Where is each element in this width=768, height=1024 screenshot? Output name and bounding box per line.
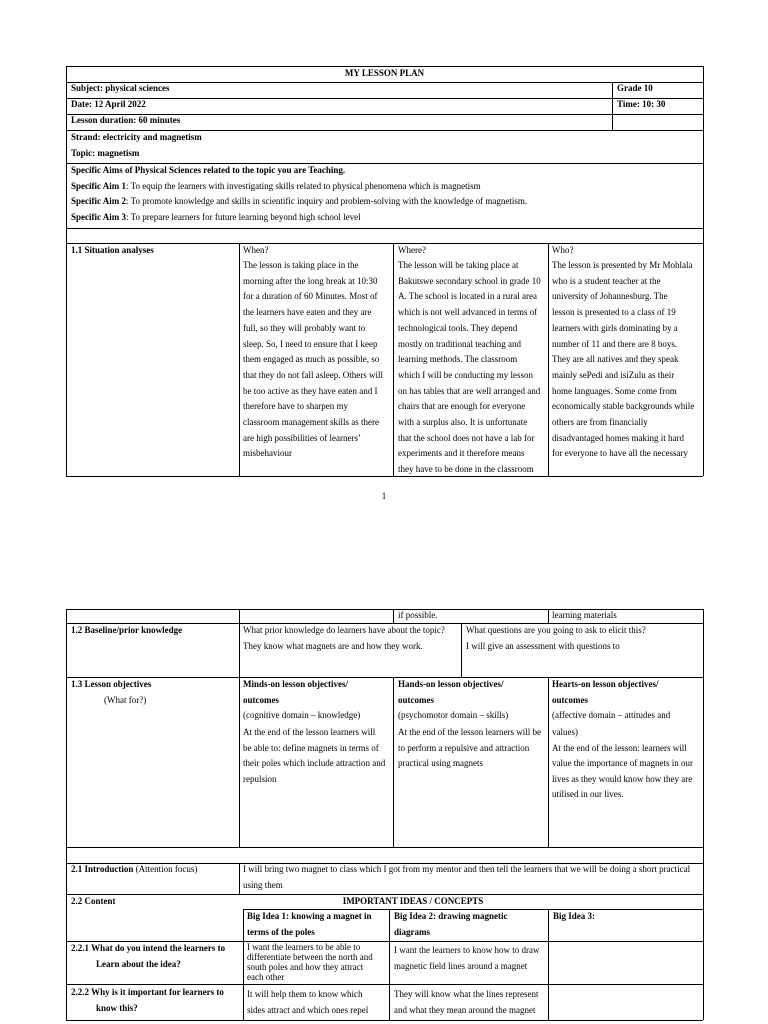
big-idea-3: Big Idea 3: xyxy=(553,911,596,921)
text-line: that the school does not have a lab for xyxy=(398,432,535,443)
text-line: It will help them to know which xyxy=(247,989,363,999)
question-2-2-2-line-1: 2.2.2 Why is it important for learners to xyxy=(71,987,224,997)
text-line: repulsion xyxy=(243,773,277,784)
where-text xyxy=(398,258,546,478)
big-idea-2-line-2: diagrams xyxy=(394,927,430,937)
hands-on-text xyxy=(398,725,546,772)
text-line: A. The school is located in a rural area xyxy=(398,291,538,302)
where-heading: Where? xyxy=(398,245,426,255)
important-ideas-heading: IMPORTANT IDEAS / CONCEPTS xyxy=(342,896,484,906)
text-line: Bakutswe secondary school in grade 10 xyxy=(398,275,541,286)
minds-on-domain: (cognitive domain – knowledge) xyxy=(243,710,361,720)
text-line: classroom management skills as there xyxy=(243,417,379,428)
text-line: disadvantaged homes making it hard xyxy=(552,432,684,443)
hearts-on-domain: (affective domain – attitudes and xyxy=(552,710,671,720)
text-line: full, so they will probably want to xyxy=(243,322,366,333)
page-two xyxy=(0,600,768,1024)
hearts-on-text xyxy=(552,725,702,803)
text-line: I want the learners to know how to draw xyxy=(394,945,540,955)
text-line: morning after the long break at 10:30 xyxy=(243,275,378,286)
text-line: on has tables that are well arranged and xyxy=(398,385,541,396)
text-line: be too active as they have eaten and I xyxy=(243,385,378,396)
text-line: lives as they would know how they are xyxy=(552,773,693,784)
text-line: for everyone to have all the necessary xyxy=(552,448,688,459)
text-line: home languages. Some come from xyxy=(552,385,677,396)
text-line: utilised in our lives. xyxy=(552,789,624,800)
who-text xyxy=(552,258,702,462)
big-idea-2-line-1: Big Idea 2: drawing magnetic xyxy=(394,911,508,921)
text-line: are high possibilities of learners’ xyxy=(243,432,361,443)
answer-2-2-2-idea-1 xyxy=(247,986,387,1018)
minds-on-text xyxy=(243,725,391,787)
minds-on-heading-1: Minds-on lesson objectives/ xyxy=(243,679,349,689)
text-line: university of Johannesburg. The xyxy=(552,291,668,302)
text-line: their poles which include attraction and xyxy=(243,758,386,769)
text-line: At the end of the lesson: learners will xyxy=(552,742,687,753)
hearts-on-heading-2: outcomes xyxy=(552,695,588,705)
text-line: for a duration of 60 Minutes. Most of xyxy=(243,291,378,302)
text-line: that they do not fall asleep. Others will xyxy=(243,369,383,380)
time-field: Time: 10: 30 xyxy=(617,99,666,109)
text-line: economically stable backgrounds while xyxy=(552,401,695,412)
text-line: learners with girls dominating by a xyxy=(552,322,678,333)
text-line: south poles and how they attract xyxy=(247,962,364,972)
text-line: mainly sePedi and isiZulu as their xyxy=(552,369,675,380)
baseline-question-1: What prior knowledge do learners have about the topic? xyxy=(243,625,445,635)
text-line: The lesson will be taking place at xyxy=(398,260,519,270)
text-line: technological tools. They depend xyxy=(398,322,518,333)
text-line: them engaged as much as possible, so xyxy=(243,354,380,365)
text-line: number of 11 and there are 8 boys. xyxy=(552,338,678,349)
text-line: lesson is presented to a class of 19 xyxy=(552,307,676,318)
text-line: value the importance of magnets in our xyxy=(552,758,693,769)
text-line: which I will be conducting my lesson xyxy=(398,369,533,380)
objectives-sublabel: (What for?) xyxy=(104,695,147,705)
lesson-plan-title: MY LESSON PLAN xyxy=(344,68,425,78)
specific-aim-1: Specific Aim 1: To equip the learners with investigating skills related to physical phenomena which is magnetism xyxy=(71,181,481,191)
text-line: and what they mean around the magnet xyxy=(394,1005,536,1015)
page-one xyxy=(0,0,768,510)
grade-field: Grade 10 xyxy=(617,83,653,93)
text-line: misbehaviour xyxy=(243,448,292,459)
introduction-text-1: I will bring two magnet to class which I got from my mentor and then tell the learners that we will be doing a short practical xyxy=(243,864,691,874)
baseline-answer-1: They know what magnets are and how they work. xyxy=(243,641,423,651)
when-heading: When? xyxy=(243,245,269,255)
answer-2-2-2-idea-2 xyxy=(394,986,546,1018)
date-field: Date: 12 April 2022 xyxy=(71,99,146,109)
content-label: 2.2 Content xyxy=(71,896,116,906)
aims-heading: Specific Aims of Physical Sciences related to the topic you are Teaching. xyxy=(71,165,346,175)
text-line: At the end of the lesson learners will be xyxy=(398,727,541,737)
text-line: each other xyxy=(247,972,285,982)
hearts-on-heading-1: Hearts-on lesson objectives/ xyxy=(552,679,659,689)
subject-field: Subject: physical sciences xyxy=(71,83,170,93)
specific-aim-2: Specific Aim 2: To promote knowledge and skills in scientific inquiry and problem-solving with the knowledge of magnetism. xyxy=(71,196,528,206)
text-line: experiments and it therefore means xyxy=(398,448,525,459)
minds-on-heading-2: outcomes xyxy=(243,695,279,705)
text-line: At the end of the lesson learners will xyxy=(243,727,376,737)
strand-field: Strand: electricity and magnetism xyxy=(71,132,202,142)
where-continuation: if possible. xyxy=(398,610,438,620)
baseline-answer-2: I will give an assessment with questions to xyxy=(466,641,620,651)
question-2-2-2-line-2: know this? xyxy=(96,1003,138,1013)
text-line: They will know what the lines represent xyxy=(394,989,539,999)
duration-field: Lesson duration: 60 minutes xyxy=(71,115,181,125)
specific-aim-3: Specific Aim 3: To prepare learners for future learning beyond high school level xyxy=(71,212,361,222)
question-2-2-1-line-2: Learn about the idea? xyxy=(96,959,181,969)
baseline-label: 1.2 Baseline/prior knowledge xyxy=(71,625,183,635)
text-line: differentiate between the north and xyxy=(247,952,373,962)
text-line: they have to be done in the classroom xyxy=(398,464,534,475)
text-line: be able to: define magnets in terms of xyxy=(243,742,379,753)
objectives-label: 1.3 Lesson objectives xyxy=(71,679,152,689)
text-line: chairs that are enough for everyone xyxy=(398,401,526,412)
text-line: with a surplus also. It is unfortunate xyxy=(398,417,528,428)
hands-on-heading-1: Hands-on lesson objectives/ xyxy=(398,679,504,689)
text-line: mostly on traditional teaching and xyxy=(398,338,521,349)
text-line: therefore have to sharpen my xyxy=(243,401,348,412)
hands-on-heading-2: outcomes xyxy=(398,695,434,705)
who-heading: Who? xyxy=(552,245,574,255)
text-line: I want the learners to be able to xyxy=(247,942,361,952)
answer-2-2-1-idea-1 xyxy=(247,942,387,982)
introduction-text-2: using them xyxy=(243,880,283,890)
text-line: others are from financially xyxy=(552,417,648,428)
text-line: to perform a repulsive and attraction xyxy=(398,742,530,753)
text-line: which is not well advanced in terms of xyxy=(398,307,538,318)
text-line: sides attract and which ones repel xyxy=(247,1005,369,1015)
text-line: sleep. So, I need to ensure that I keep xyxy=(243,338,378,349)
text-line: practical using magnets xyxy=(398,758,483,769)
who-continuation: learning materials xyxy=(552,610,617,620)
text-line: magnetic field lines around a magnet xyxy=(394,961,528,971)
text-line: The lesson is taking place in the xyxy=(243,260,359,270)
hands-on-domain: (psychomotor domain – skills) xyxy=(398,710,509,720)
text-line: values) xyxy=(552,727,578,737)
answer-2-2-1-idea-2 xyxy=(394,942,546,974)
page-number: 1 xyxy=(381,491,387,501)
situation-analyses-label: 1.1 Situation analyses xyxy=(71,245,154,255)
baseline-question-2: What questions are you going to ask to elicit this? xyxy=(466,625,646,635)
introduction-label: 2.1 Introduction (Attention focus) xyxy=(71,864,198,874)
big-idea-1-line-2: terms of the poles xyxy=(247,927,315,937)
text-line: The lesson is presented by Mr Mohlala xyxy=(552,260,693,270)
big-idea-1-line-1: Big Idea 1: knowing a magnet in xyxy=(247,911,372,921)
topic-field: Topic: magnetism xyxy=(71,148,140,158)
text-line: who is a student teacher at the xyxy=(552,275,661,286)
question-2-2-1-line-1: 2.2.1 What do you intend the learners to xyxy=(71,943,226,953)
text-line: They are all natives and they speak xyxy=(552,354,679,365)
text-line: learning methods. The classroom xyxy=(398,354,518,365)
when-text xyxy=(243,258,391,462)
text-line: the learners have eaten and they are xyxy=(243,307,372,318)
